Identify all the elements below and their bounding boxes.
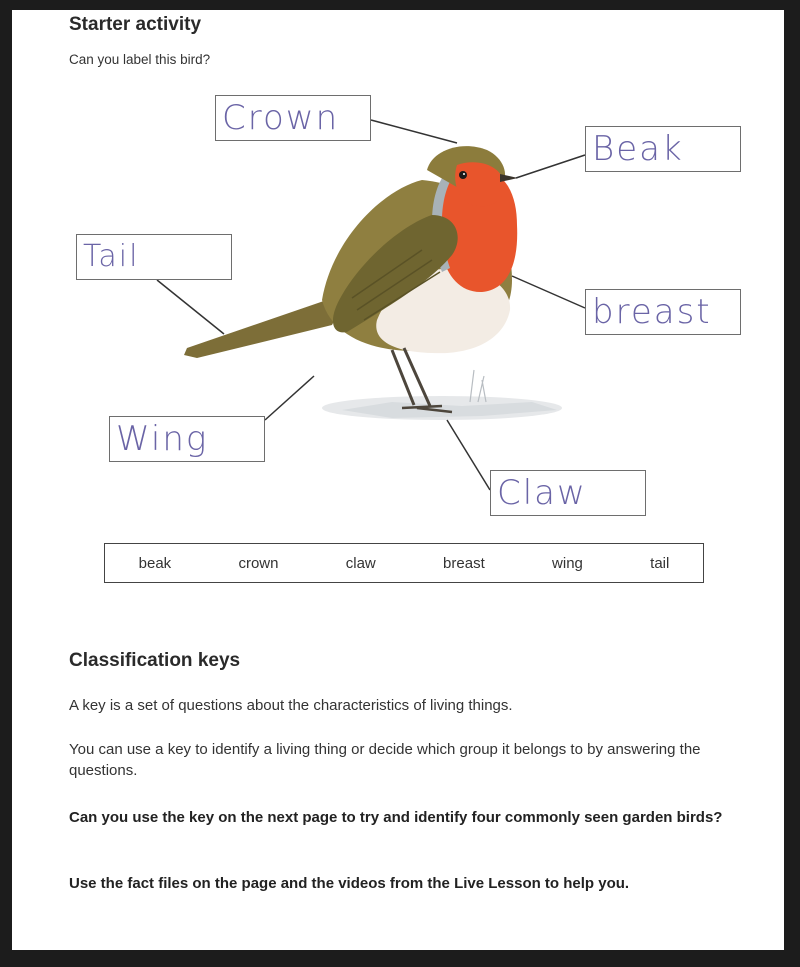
word-bank-item: tail [650,554,670,572]
label-box-beak[interactable]: Beak [585,126,741,172]
starter-title: Starter activity [69,14,202,35]
word-bank [104,543,704,583]
word-bank-item: beak [138,554,172,572]
starter-subtitle: Can you label this bird? [69,52,211,67]
label-box-breast[interactable]: breast [585,289,741,335]
word-bank-item: breast [443,554,485,572]
word-bank-item: claw [345,554,376,572]
classification-instruction: Use the fact files on the page and the videos from the Live Lesson to help you. [69,875,630,892]
word-bank-item: wing [552,554,583,572]
label-box-crown[interactable]: Crown [215,95,371,141]
eye [459,171,467,179]
classification-paragraph: A key is a set of questions about the characteristics of living things. [69,697,513,714]
label-box-wing[interactable]: Wing [109,416,265,462]
classification-question: Can you use the key on the next page to try and identify four commonly seen garden birds? [69,809,723,826]
word-bank-item: crown [238,554,279,572]
classification-title: Classification keys [69,650,241,671]
beak [500,174,518,182]
classification-paragraph: You can use a key to identify a living thing or decide which group it belongs to by answering the questions. [69,741,701,779]
worksheet-page [12,10,784,950]
label-box-tail[interactable]: Tail [76,234,232,280]
label-box-claw[interactable]: Claw [490,470,646,516]
